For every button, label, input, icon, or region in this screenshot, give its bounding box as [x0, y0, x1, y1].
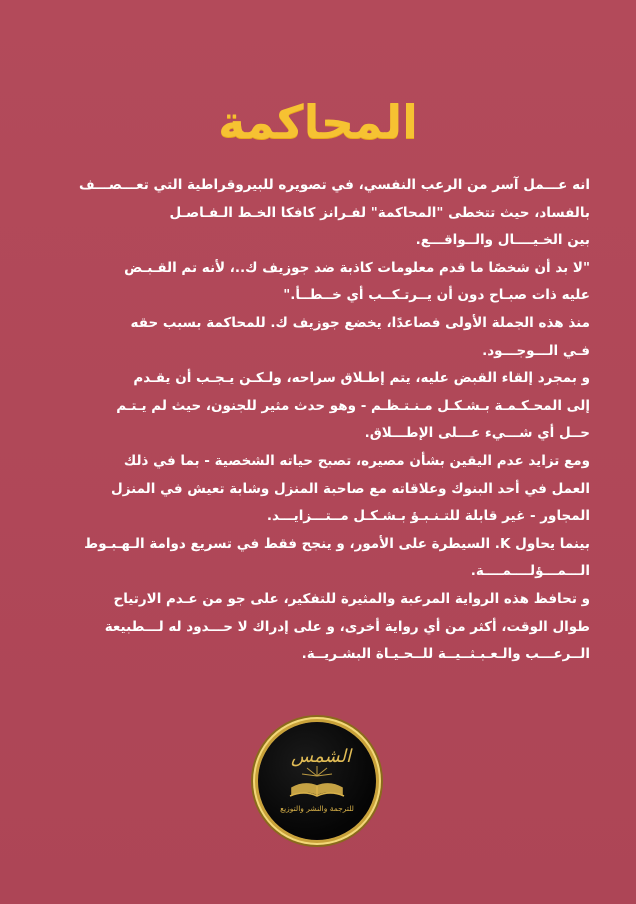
publisher-logo: [258, 722, 376, 840]
synopsis-line: "لا بد أن شخصًا ما قدم معلومات كاذبة ضد جوزيف ك..، لأنه تم القـبـض: [124, 259, 590, 276]
synopsis-line: حــل أي شـــيء عـــلى الإطـــلاق.: [364, 425, 590, 442]
book-title: المحاكمة: [218, 95, 418, 149]
publisher-logo-graphic: [258, 722, 376, 840]
synopsis-line: الـــمـــؤلــــمــــة.: [470, 563, 590, 580]
synopsis-line: بين الخـيــــال والــواقـــع.: [415, 232, 590, 249]
synopsis-text: [64, 172, 590, 669]
synopsis-line: طوال الوقت، أكثر من أي رواية أخرى، و على إدراك لا حـــدود له لـــطبيعة: [104, 618, 590, 635]
synopsis-line: انه عـــمل آسر من الرعب النفسي، في تصويره للبيروقراطية التي تعـــصـــف: [79, 177, 590, 193]
synopsis-line: بينما يحاول K. السيطرة على الأمور، و ينجح فقط في تسريع دوامة الـهـبـوط: [84, 535, 590, 552]
sun-rays-icon: [302, 766, 332, 776]
synopsis-line: بالفساد، حيث تتخطى "المحاكمة" لفـرانز كافكا الخـط الـفـاصـل: [169, 204, 590, 221]
synopsis-line: عليه ذات صبـاح دون أن يــرتـكــب أي خــطــأ.": [283, 287, 590, 304]
synopsis-line: فـي الـــوجـــود.: [482, 342, 590, 359]
publisher-name: الشمس: [291, 746, 351, 767]
synopsis-line: و بمجرد إلقاء القبض عليه، يتم إطـلاق سراحه، ولـكـن يـجـب أن يقـدم: [133, 370, 590, 387]
publisher-tagline: للترجمة والنشر والتوزيع: [280, 804, 354, 813]
synopsis-line: منذ هذه الجملة الأولى فصاعدًا، يخضع جوزيف ك. للمحاكمة بسبب حقه: [130, 314, 590, 331]
synopsis-line: إلى المحـكـمـة بـشـكـل مـنـتـظـم - وهو حدث مثير للجنون، حيث لم يـتـم: [116, 397, 590, 414]
synopsis-line: ومع تزايد عدم اليقين بشأن مصيره، تصبح حياته الشخصية - بما في ذلك: [123, 452, 590, 469]
open-book-icon: [290, 784, 344, 796]
synopsis-line: العمل في أحد البنوك وعلاقاته مع صاحبة المنزل وشابة تعيش في المنزل: [111, 480, 590, 497]
synopsis-line: المجاور - غير قابلة للتـنـبـؤ بـشـكـل مــتـــزايـــد.: [266, 508, 590, 525]
synopsis-line: و تحافظ هذه الرواية المرعبة والمثيرة للتفكير، على جو من عـدم الارتياح: [113, 590, 590, 607]
synopsis-line: الــرعـــب والـعـبـثــيــة للــحـيـاة البشـريــة.: [301, 646, 590, 663]
